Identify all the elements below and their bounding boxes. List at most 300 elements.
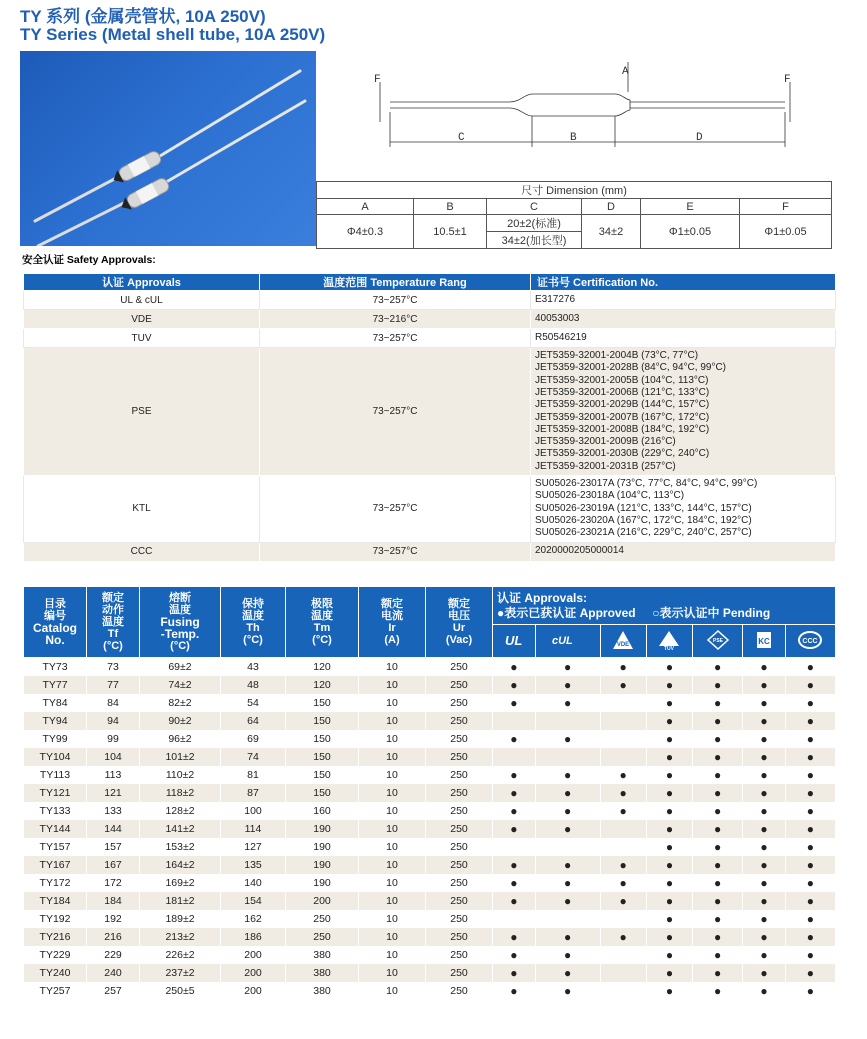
col-fusing: 熔断 温度 Fusing -Temp. (°C) <box>140 587 221 658</box>
approved-dot-icon: ● <box>714 840 722 854</box>
tm-value: 150 <box>286 766 359 784</box>
approval-temp: 73~257°C <box>260 542 531 561</box>
fusing-value: 181±2 <box>140 892 221 910</box>
approved-dot-icon: ● <box>665 984 674 998</box>
approval-status <box>493 946 536 964</box>
approved-dot-icon: ● <box>510 768 518 782</box>
approval-status <box>535 694 600 712</box>
th-value: 48 <box>221 676 286 694</box>
th-value: 200 <box>221 946 286 964</box>
approved-dot-icon: ● <box>806 678 815 692</box>
approval-status <box>743 712 786 730</box>
approved-dot-icon: ● <box>760 786 768 800</box>
approval-status <box>785 748 835 766</box>
col-tm: 极限 温度 Tm (°C) <box>286 587 359 658</box>
approval-status <box>600 982 646 1000</box>
approval-status <box>693 856 743 874</box>
approved-dot-icon: ● <box>563 948 572 962</box>
cert-header: 证书号 Certification No. <box>531 274 836 291</box>
catalog-no: TY113 <box>24 766 87 784</box>
approval-status <box>743 874 786 892</box>
fusing-value: 250±5 <box>140 982 221 1000</box>
cert-number: 2020000205000014 <box>535 545 624 557</box>
safety-approvals-label: 安全认证 Safety Approvals: <box>22 254 156 266</box>
tf-value: 167 <box>87 856 140 874</box>
ccc-icon <box>785 625 835 658</box>
tm-value: 150 <box>286 694 359 712</box>
approval-status <box>646 748 692 766</box>
approval-status <box>535 964 600 982</box>
catalog-no: TY84 <box>24 694 87 712</box>
tf-value: 157 <box>87 838 140 856</box>
approved-dot-icon: ● <box>510 966 518 980</box>
th-value: 74 <box>221 748 286 766</box>
tf-value: 240 <box>87 964 140 982</box>
tf-value: 77 <box>87 676 140 694</box>
approval-status <box>493 730 536 748</box>
approval-status <box>535 766 600 784</box>
approval-status <box>493 856 536 874</box>
approval-status <box>600 820 646 838</box>
ur-value: 250 <box>426 874 493 892</box>
approved-dot-icon: ● <box>714 984 722 998</box>
cert-number: JET5359-32001-2009B (216°C) <box>535 436 676 448</box>
ir-value: 10 <box>359 874 426 892</box>
approval-status <box>535 820 600 838</box>
approved-dot-icon: ● <box>714 894 722 908</box>
approved-dot-icon: ● <box>665 894 674 908</box>
approved-dot-icon: ● <box>714 768 722 782</box>
ur-value: 250 <box>426 784 493 802</box>
approved-dot-icon: ● <box>665 876 674 890</box>
approved-dot-icon: ● <box>665 822 674 836</box>
catalog-no: TY73 <box>24 658 87 677</box>
approval-status <box>493 838 536 856</box>
fusing-value: 96±2 <box>140 730 221 748</box>
catalog-no: TY229 <box>24 946 87 964</box>
ir-value: 10 <box>359 982 426 1000</box>
fusing-value: 169±2 <box>140 874 221 892</box>
ir-value: 10 <box>359 730 426 748</box>
approval-status <box>600 748 646 766</box>
approval-status <box>743 838 786 856</box>
approval-status <box>600 838 646 856</box>
approved-dot-icon: ● <box>760 876 768 890</box>
approved-dot-icon: ● <box>563 678 572 692</box>
approval-status <box>785 874 835 892</box>
approval-status <box>693 676 743 694</box>
fusing-value: 118±2 <box>140 784 221 802</box>
approved-dot-icon: ● <box>806 786 815 800</box>
approved-dot-icon: ● <box>563 984 572 998</box>
approved-dot-icon: ● <box>806 948 815 962</box>
product-photo <box>20 51 316 246</box>
approval-status <box>743 982 786 1000</box>
spec-row <box>24 748 836 766</box>
catalog-no: TY167 <box>24 856 87 874</box>
approval-status <box>646 838 692 856</box>
dimension-table <box>316 181 832 249</box>
col-approvals: 认证 Approvals: ●表示已获认证 Approved ○表示认证中 Pending <box>493 587 836 625</box>
approval-status <box>600 802 646 820</box>
approval-status <box>646 730 692 748</box>
approved-dot-icon: ● <box>665 912 674 926</box>
catalog-no: TY184 <box>24 892 87 910</box>
approval-status <box>600 676 646 694</box>
fusing-value: 101±2 <box>140 748 221 766</box>
approved-dot-icon: ● <box>619 660 627 674</box>
approval-status <box>743 910 786 928</box>
approval-status <box>693 838 743 856</box>
tm-value: 200 <box>286 892 359 910</box>
spec-row <box>24 712 836 730</box>
approval-status <box>535 874 600 892</box>
approved-dot-icon: ● <box>563 660 572 674</box>
col-ir: 额定 电流 Ir (A) <box>359 587 426 658</box>
th-value: 162 <box>221 910 286 928</box>
approved-dot-icon: ● <box>563 732 572 746</box>
approval-status <box>493 982 536 1000</box>
approval-temp: 73~216°C <box>260 310 531 329</box>
tm-value: 190 <box>286 856 359 874</box>
approved-dot-icon: ● <box>806 984 815 998</box>
approved-dot-icon: ● <box>665 732 674 746</box>
approved-dot-icon: ● <box>510 876 518 890</box>
ir-value: 10 <box>359 802 426 820</box>
ir-value: 10 <box>359 784 426 802</box>
approval-status <box>646 694 692 712</box>
approved-dot-icon: ● <box>510 678 518 692</box>
approved-dot-icon: ● <box>806 894 815 908</box>
approval-status <box>743 784 786 802</box>
approved-dot-icon: ● <box>714 858 722 872</box>
ur-value: 250 <box>426 856 493 874</box>
dim-val-e: Φ1±0.05 <box>641 215 740 249</box>
dim-val-c2: 34±2(加长型) <box>487 232 582 249</box>
approval-status <box>493 712 536 730</box>
approved-dot-icon: ● <box>806 660 815 674</box>
spec-row <box>24 964 836 982</box>
fusing-value: 69±2 <box>140 658 221 677</box>
tm-value: 150 <box>286 748 359 766</box>
spec-row <box>24 874 836 892</box>
tm-value: 120 <box>286 676 359 694</box>
approved-dot-icon: ● <box>760 696 768 710</box>
approval-status <box>600 874 646 892</box>
approved-dot-icon: ● <box>714 930 722 944</box>
approved-dot-icon: ● <box>714 912 722 926</box>
spec-row <box>24 820 836 838</box>
approved-dot-icon: ● <box>563 804 572 818</box>
ur-value: 250 <box>426 658 493 677</box>
approved-dot-icon: ● <box>563 966 572 980</box>
ir-value: 10 <box>359 910 426 928</box>
spec-row <box>24 946 836 964</box>
fusing-value: 226±2 <box>140 946 221 964</box>
approval-status <box>646 946 692 964</box>
tm-value: 190 <box>286 874 359 892</box>
fusing-value: 164±2 <box>140 856 221 874</box>
approval-status <box>493 874 536 892</box>
tm-value: 150 <box>286 730 359 748</box>
cert-number: SU05026-23021A (216°C, 229°C, 240°C, 257°C) <box>535 527 752 539</box>
approved-dot-icon: ● <box>510 930 518 944</box>
approval-status <box>785 928 835 946</box>
approval-status <box>693 784 743 802</box>
approval-status <box>743 892 786 910</box>
spec-row <box>24 910 836 928</box>
approval-status <box>743 964 786 982</box>
dim-val-d: 34±2 <box>582 215 641 249</box>
label-f-left: F <box>374 74 381 86</box>
ur-value: 250 <box>426 928 493 946</box>
approved-dot-icon: ● <box>665 696 674 710</box>
cert-number: R50546219 <box>535 331 587 343</box>
approvals-header: 认证 Approvals <box>24 274 260 291</box>
dimension-header: 尺寸 Dimension (mm) <box>317 182 832 199</box>
tf-value: 184 <box>87 892 140 910</box>
approved-dot-icon: ● <box>665 786 674 800</box>
tf-value: 216 <box>87 928 140 946</box>
approved-dot-icon: ● <box>563 858 572 872</box>
approved-dot-icon: ● <box>714 966 722 980</box>
dim-col-e: E <box>641 199 740 215</box>
approval-status <box>693 910 743 928</box>
label-c: C <box>458 132 465 144</box>
tm-value: 250 <box>286 910 359 928</box>
col-catalog: 目录 编号 Catalog No. <box>24 587 87 658</box>
svg-text:cUL: cUL <box>551 634 573 647</box>
approval-status <box>785 856 835 874</box>
fusing-value: 90±2 <box>140 712 221 730</box>
cert-number: E317276 <box>535 293 576 305</box>
approval-status <box>600 658 646 677</box>
approved-dot-icon: ● <box>806 696 815 710</box>
approved-dot-icon: ● <box>665 768 674 782</box>
approved-dot-icon: ● <box>665 930 674 944</box>
dim-val-c1: 20±2(标准) <box>487 215 582 232</box>
approved-dot-icon: ● <box>563 696 572 710</box>
svg-text:KC: KC <box>758 636 770 646</box>
approval-status <box>493 676 536 694</box>
title-en: TY Series (Metal shell tube, 10A 250V) <box>20 25 326 44</box>
approval-status <box>600 856 646 874</box>
approval-cert <box>531 542 836 561</box>
approval-status <box>600 730 646 748</box>
approved-dot-icon: ● <box>760 678 768 692</box>
ur-value: 250 <box>426 892 493 910</box>
svg-text:VDE: VDE <box>616 641 630 648</box>
approval-status <box>743 694 786 712</box>
approved-dot-icon: ● <box>806 714 815 728</box>
tm-value: 380 <box>286 982 359 1000</box>
spec-row <box>24 676 836 694</box>
approval-status <box>535 748 600 766</box>
approval-status <box>785 676 835 694</box>
ur-value: 250 <box>426 748 493 766</box>
approval-status <box>646 982 692 1000</box>
approval-status <box>693 892 743 910</box>
approval-status <box>646 928 692 946</box>
tf-value: 121 <box>87 784 140 802</box>
approval-status <box>743 730 786 748</box>
th-value: 87 <box>221 784 286 802</box>
approval-status <box>693 820 743 838</box>
approval-row <box>24 310 836 329</box>
approved-dot-icon: ● <box>714 804 722 818</box>
th-value: 64 <box>221 712 286 730</box>
approved-dot-icon: ● <box>760 822 768 836</box>
approval-status <box>535 838 600 856</box>
approval-row <box>24 542 836 561</box>
approval-status <box>535 784 600 802</box>
fusing-value: 74±2 <box>140 676 221 694</box>
approval-status <box>743 748 786 766</box>
approved-dot-icon: ● <box>510 804 518 818</box>
svg-text:TUV: TUV <box>664 645 675 651</box>
catalog-no: TY77 <box>24 676 87 694</box>
ir-value: 10 <box>359 766 426 784</box>
approval-status <box>743 802 786 820</box>
approvals-table <box>23 273 836 562</box>
approval-status <box>493 784 536 802</box>
ir-value: 10 <box>359 676 426 694</box>
approved-dot-icon: ● <box>563 768 572 782</box>
approved-dot-icon: ● <box>760 966 768 980</box>
ur-value: 250 <box>426 982 493 1000</box>
approval-status <box>646 676 692 694</box>
fusing-value: 82±2 <box>140 694 221 712</box>
approval-status <box>535 946 600 964</box>
approved-dot-icon: ● <box>760 768 768 782</box>
approved-dot-icon: ● <box>510 894 518 908</box>
th-value: 127 <box>221 838 286 856</box>
catalog-no: TY121 <box>24 784 87 802</box>
approval-status <box>785 802 835 820</box>
dimension-drawing <box>370 52 800 182</box>
spec-row <box>24 658 836 677</box>
ir-value: 10 <box>359 748 426 766</box>
approval-status <box>600 766 646 784</box>
tf-value: 94 <box>87 712 140 730</box>
approved-dot-icon: ● <box>714 678 722 692</box>
approval-status <box>493 892 536 910</box>
approved-dot-icon: ● <box>760 840 768 854</box>
ir-value: 10 <box>359 838 426 856</box>
spec-row <box>24 694 836 712</box>
fusing-value: 189±2 <box>140 910 221 928</box>
fusing-value: 128±2 <box>140 802 221 820</box>
catalog-no: TY104 <box>24 748 87 766</box>
approved-dot-icon: ● <box>760 732 768 746</box>
approval-status <box>600 964 646 982</box>
pse-icon <box>693 625 743 658</box>
tf-value: 104 <box>87 748 140 766</box>
ur-value: 250 <box>426 712 493 730</box>
cert-number: JET5359-32001-2030B (229°C, 240°C) <box>535 448 710 460</box>
approval-status <box>743 676 786 694</box>
approval-cert <box>531 329 836 348</box>
svg-text:UL: UL <box>504 632 523 648</box>
th-value: 140 <box>221 874 286 892</box>
approval-status <box>785 766 835 784</box>
approved-dot-icon: ● <box>619 894 627 908</box>
ur-value: 250 <box>426 730 493 748</box>
th-value: 135 <box>221 856 286 874</box>
tf-value: 229 <box>87 946 140 964</box>
approved-dot-icon: ● <box>563 876 572 890</box>
approved-dot-icon: ● <box>510 948 518 962</box>
approved-dot-icon: ● <box>714 660 722 674</box>
approval-status <box>646 712 692 730</box>
approval-name: CCC <box>24 542 260 561</box>
th-value: 69 <box>221 730 286 748</box>
approval-name: VDE <box>24 310 260 329</box>
cert-number: SU05026-23018A (104°C, 113°C) <box>535 490 685 502</box>
th-value: 81 <box>221 766 286 784</box>
approved-dot-icon: ● <box>619 678 627 692</box>
cert-number: JET5359-32001-2005B (104°C, 113°C) <box>535 374 709 386</box>
tm-value: 150 <box>286 784 359 802</box>
approval-status <box>785 712 835 730</box>
approved-dot-icon: ● <box>665 750 674 764</box>
approved-dot-icon: ● <box>510 660 518 674</box>
approval-status <box>693 658 743 677</box>
approved-dot-icon: ● <box>510 858 518 872</box>
approved-dot-icon: ● <box>619 786 627 800</box>
approved-dot-icon: ● <box>760 894 768 908</box>
cert-number: SU05026-23020A (167°C, 172°C, 184°C, 192°C) <box>535 514 752 526</box>
catalog-no: TY99 <box>24 730 87 748</box>
approval-status <box>646 964 692 982</box>
dim-col-d: D <box>582 199 641 215</box>
approved-dot-icon: ● <box>619 930 627 944</box>
approval-status <box>535 676 600 694</box>
tf-value: 144 <box>87 820 140 838</box>
temp-header: 温度范围 Temperature Rang <box>260 274 531 291</box>
approval-status <box>535 712 600 730</box>
approved-dot-icon: ● <box>665 948 674 962</box>
approval-name: UL & cUL <box>24 291 260 310</box>
approval-status <box>600 694 646 712</box>
dim-val-b: 10.5±1 <box>414 215 487 249</box>
approval-status <box>646 766 692 784</box>
tm-value: 250 <box>286 928 359 946</box>
approval-status <box>785 730 835 748</box>
approval-status <box>693 802 743 820</box>
ul-icon <box>493 625 536 658</box>
fusing-value: 110±2 <box>140 766 221 784</box>
th-value: 154 <box>221 892 286 910</box>
dim-val-a: Φ4±0.3 <box>317 215 414 249</box>
svg-text:PSE: PSE <box>712 637 723 644</box>
approved-dot-icon: ● <box>510 822 518 836</box>
tf-value: 257 <box>87 982 140 1000</box>
ur-value: 250 <box>426 964 493 982</box>
cert-number: JET5359-32001-2006B (121°C, 133°C) <box>535 386 710 398</box>
approval-status <box>646 874 692 892</box>
approved-dot-icon: ● <box>665 840 674 854</box>
catalog-no: TY94 <box>24 712 87 730</box>
approval-status <box>646 892 692 910</box>
approved-dot-icon: ● <box>760 714 768 728</box>
approval-status <box>493 766 536 784</box>
dim-col-f: F <box>740 199 832 215</box>
tm-value: 380 <box>286 964 359 982</box>
vde-icon <box>600 625 646 658</box>
approval-status <box>785 694 835 712</box>
approved-dot-icon: ● <box>665 714 674 728</box>
